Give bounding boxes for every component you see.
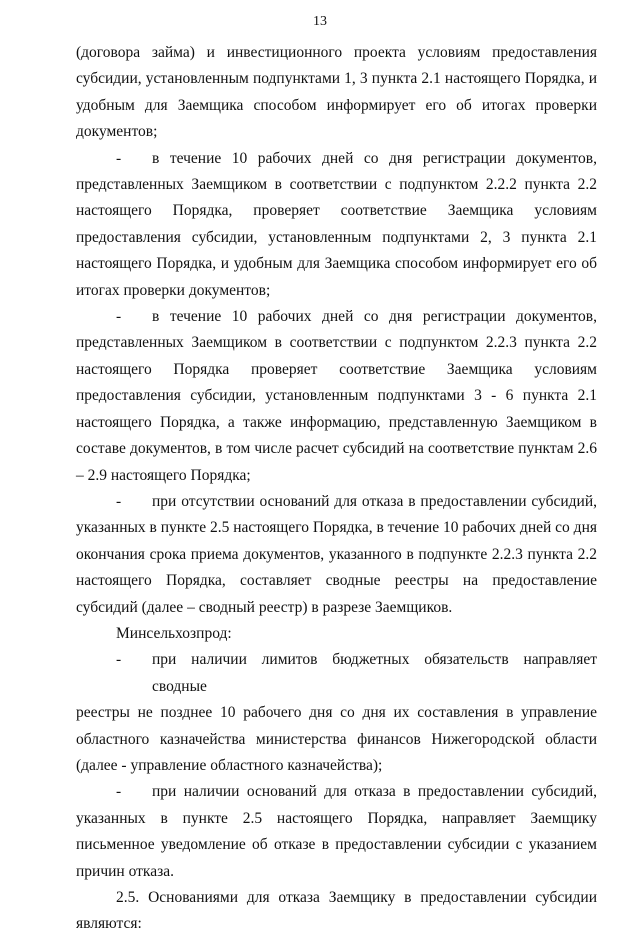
dash-marker: - bbox=[116, 783, 122, 801]
dash-item-text: представленных Заемщиком в соответствии с подпунктом 2.2.3 пункта 2.2 настоящего Порядка проверяет соответствие Заемщика условиям предоставления субсидии, установленным подпунктами 3 - 6 пункта 2.1 настоящего Порядка, а также информацию, представленную Заемщиком в составе документов, в том числе расчет субсидий на соответствие пунктам 2.6 – 2.9 настоящего Порядка; bbox=[76, 334, 597, 484]
dash-list-item bbox=[76, 146, 597, 304]
dash-list-item bbox=[76, 489, 597, 621]
dash-marker: - bbox=[116, 308, 122, 326]
dash-marker: - bbox=[116, 149, 122, 167]
dash-list-item bbox=[76, 647, 597, 779]
dash-marker: - bbox=[116, 492, 122, 510]
dash-item-first-line: при наличии оснований для отказа в предоставлении субсидий, bbox=[152, 783, 597, 801]
dash-item-text: указанных в пункте 2.5 настоящего Порядка, направляет Заемщику письменное уведомление об отказе в предоставлении субсидии с указанием причин отказа. bbox=[76, 809, 597, 880]
dash-item-text: представленных Заемщиком в соответствии с подпунктом 2.2.2 пункта 2.2 настоящего Порядка, проверяет соответствие Заемщика условиям предоставления субсидии, установленным подпунктами 2, 3 пункта 2.1 настоящего Порядка, и удобным для Заемщика способом информирует его об итогах проверки документов; bbox=[76, 176, 597, 299]
dash-item-first-line: при наличии лимитов бюджетных обязательств направляет сводные bbox=[152, 651, 597, 695]
dash-item-first-line: в течение 10 рабочих дней со дня регистрации документов, bbox=[152, 308, 597, 326]
dash-list-item bbox=[76, 304, 597, 489]
document-body bbox=[76, 40, 597, 938]
dash-item-text: реестры не позднее 10 рабочего дня со дня их составления в управление областного казначейства министерства финансов Нижегородской области (далее - управление областного казначейства); bbox=[76, 704, 597, 774]
dash-marker: - bbox=[116, 651, 122, 669]
dash-item-text: указанных в пункте 2.5 настоящего Порядка, в течение 10 рабочих дней со дня окончания срока приема документов, указанного в подпункте 2.2.3 пункта 2.2 настоящего Порядка, составляет сводные реестры на предоставление субсидий (далее – сводный реестр) в разрезе Заемщиков. bbox=[76, 519, 597, 616]
paragraph-ministry-heading: Минсельхозпрод: bbox=[116, 624, 232, 642]
dash-list-item bbox=[76, 779, 597, 885]
paragraph-section-2-5: 2.5. Основаниями для отказа Заемщику в предоставлении субсидии являются: bbox=[76, 889, 597, 933]
page-number: 13 bbox=[313, 14, 327, 29]
paragraph-continuation: (договора займа) и инвестиционного проекта условиям предоставления субсидии, установленным подпунктами 1, 3 пункта 2.1 настоящего Порядка, и удобным для Заемщика способом информирует его об итогах проверки документов; bbox=[76, 44, 597, 141]
dash-item-first-line: в течение 10 рабочих дней со дня регистрации документов, bbox=[152, 149, 597, 167]
dash-item-first-line: при отсутствии оснований для отказа в предоставлении субсидий, bbox=[152, 492, 597, 510]
